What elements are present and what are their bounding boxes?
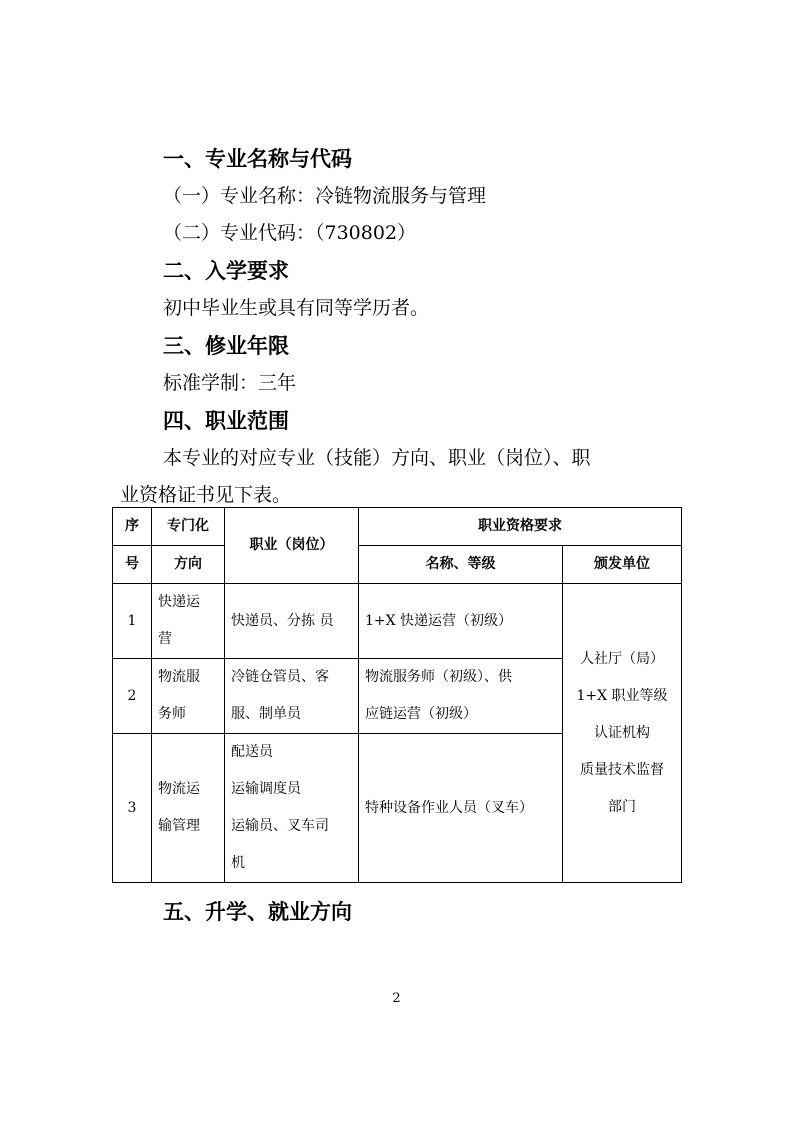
row-certificate: 特种设备作业人员（叉车） [359, 734, 563, 883]
scope-text-line-1: 本专业的对应专业（技能）方向、职业（岗位）、职 [163, 447, 591, 469]
page-number: 2 [392, 991, 401, 1006]
major-code: （二）专业代码：（730802） [163, 222, 417, 244]
row-occupation: 快递员、分拣 员 [225, 584, 359, 659]
row-certificate: 1+X 快递运营（初级） [359, 584, 563, 659]
table-row [113, 584, 682, 659]
row-seq: 3 [113, 734, 152, 883]
issuer-cell: 人社厅（局） 1+X 职业等级 认证机构 质量技术监督 部门 [563, 584, 682, 883]
row-certificate: 物流服务师（初级）、供 应链运营（初级） [359, 659, 563, 734]
row-seq: 2 [113, 659, 152, 734]
major-name: （一）专业名称：冷链物流服务与管理 [163, 185, 487, 207]
header-direction-bottom: 方向 [152, 546, 225, 584]
section-2-title: 二、入学要求 [163, 259, 289, 283]
section-1-title: 一、专业名称与代码 [163, 147, 352, 171]
header-qualification: 职业资格要求 [359, 508, 682, 546]
row-occupation: 配送员 运输调度员 运输员、叉车司 机 [225, 734, 359, 883]
row-occupation: 冷链仓管员、客 服、制单员 [225, 659, 359, 734]
admission-text: 初中毕业生或具有同等学历者。 [163, 297, 430, 319]
row-seq: 1 [113, 584, 152, 659]
header-name-level: 名称、等级 [359, 546, 563, 584]
row-direction: 物流运 输管理 [152, 734, 225, 883]
section-4-title: 四、职业范围 [163, 409, 289, 433]
qualification-table [112, 507, 682, 883]
header-occupation: 职业（岗位） [225, 508, 359, 584]
row-direction: 物流服 务师 [152, 659, 225, 734]
header-seq-bottom: 号 [113, 546, 152, 584]
scope-text-line-2: 业资格证书见下表。 [120, 484, 292, 506]
row-direction: 快递运 营 [152, 584, 225, 659]
section-3-title: 三、修业年限 [163, 334, 289, 358]
duration-text: 标准学制：三年 [163, 372, 297, 394]
header-direction-top: 专门化 [152, 508, 225, 546]
section-5-title: 五、升学、就业方向 [163, 900, 352, 924]
header-issuer: 颁发单位 [563, 546, 682, 584]
header-seq-top: 序 [113, 508, 152, 546]
